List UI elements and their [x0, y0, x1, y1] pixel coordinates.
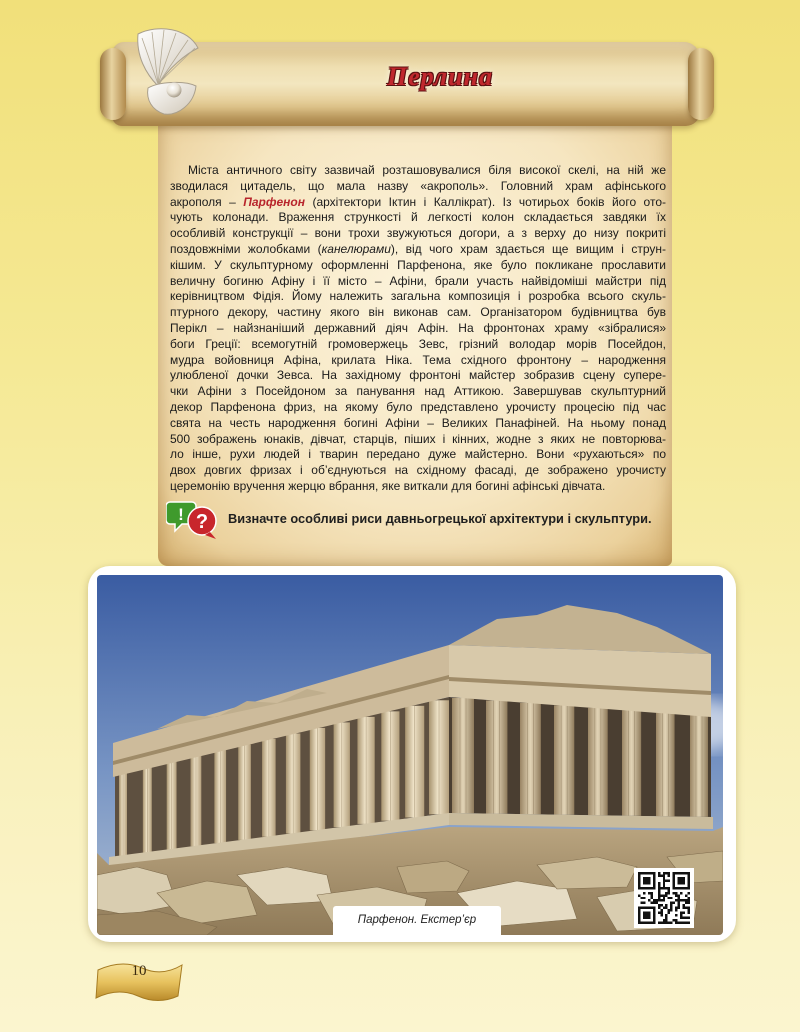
scroll-roll-left-end	[100, 48, 126, 120]
rock	[397, 861, 469, 893]
article-line: птурного декору, частину якого він виконав сам. Організатором будівництва був	[170, 305, 666, 320]
article-line: Міста античного світу зазвичай розташовувалися біля високої скелі, на ній же	[188, 163, 666, 177]
article-line: свята на честь народження богині Афіни – Великих Панафіней. На ньому понад	[170, 415, 666, 430]
column	[656, 713, 675, 817]
article-line: улюбленої дочки Зевса. На західному фронтоні майстер зобразив сцену супере-	[170, 368, 666, 383]
column	[486, 700, 507, 813]
page-number: 10	[131, 963, 147, 979]
line-text: поздовжніми жолобками (	[170, 241, 322, 256]
pearl-shell-icon	[128, 24, 204, 120]
column	[690, 715, 708, 817]
article-line: особливій конструкції – вони трохи звужуються догори, а з верху до низу покриті	[170, 226, 666, 241]
article-line: декор Парфенона фриз, на якому було представлено урочисту процесію під час	[170, 399, 666, 414]
line-text: (архітектори Іктин і Каллікрат). Із чотирьох боків його ото-	[305, 194, 666, 209]
svg-text:!: !	[178, 505, 184, 524]
column	[622, 710, 641, 816]
article-line: зводилася цитадель, що мала назву «акрополь». Головний храм афінського	[170, 178, 666, 193]
line-text: акрополя –	[170, 194, 244, 209]
pearl	[167, 83, 182, 98]
column	[520, 703, 541, 814]
article-text	[170, 163, 666, 495]
article-line: Перікл – найзнаніший державний діяч Афін. На фронтонах храму «зібралися»	[170, 320, 666, 335]
article-line: церемонію вручення жерцю вбрання, яке виткали для богині афінські дівчата.	[170, 478, 606, 493]
article-line: мудра войовниця Афіна, крилата Ніка. Тема східного фронтону – народження	[170, 352, 666, 367]
task-question: Визначте особливі риси давньогрецької архітектури і скульптури.	[228, 511, 652, 526]
svg-text:?: ?	[195, 511, 209, 533]
article-line: боги Греції: всемогутній громовержець Зевс, грізний володар морів Посейдон,	[170, 336, 666, 351]
article-line: двох довгих фризах і об’єднуються на східному фасаді, де зображено урочисту	[170, 463, 666, 478]
qr-code-icon[interactable]	[634, 868, 694, 928]
column	[554, 705, 574, 814]
exclamation-question-icon	[166, 499, 220, 541]
article-line: 500 зображень юнаків, дівчат, старців, піших і кінних, жодне з яких не повторюва-	[170, 431, 666, 446]
column	[588, 708, 608, 815]
key-term-flutes: канелюрами	[321, 241, 391, 256]
section-title: Перлина	[386, 62, 493, 91]
article-line: ло інше, рухи людей і тварин передано дуже майстерно. Вони «рухаються» по	[170, 447, 666, 462]
article-line: чують колонади. Враження стрункості й легкості колон складається завдяки їх	[170, 210, 666, 225]
article-line	[170, 195, 666, 211]
article-line: величну богиню Афіну і її місто – Афіни, брали участь найвідоміші майстри під	[170, 273, 666, 288]
photo-caption: Парфенон. Екстер’єр	[333, 906, 501, 935]
article-line	[170, 242, 666, 258]
article-line: керівництвом Фідія. Йому належить загальна композиція і розробка всього скуль-	[170, 289, 666, 304]
qr-modules	[638, 872, 690, 924]
line-text: ), від чого храм здається ще вищим і струн-	[390, 241, 667, 256]
article-line: кішим. У скульптурному оформленні Парфенона, яке було покликане прославити	[170, 257, 666, 272]
key-term-parthenon: Парфенон	[243, 194, 306, 209]
column	[452, 698, 474, 813]
scroll-roll-right-end	[688, 48, 714, 120]
parthenon-photo	[97, 575, 723, 935]
article-line: чки Афіни з Посейдоном за панування над Аттикою. Завершував скульптурний	[170, 384, 666, 399]
